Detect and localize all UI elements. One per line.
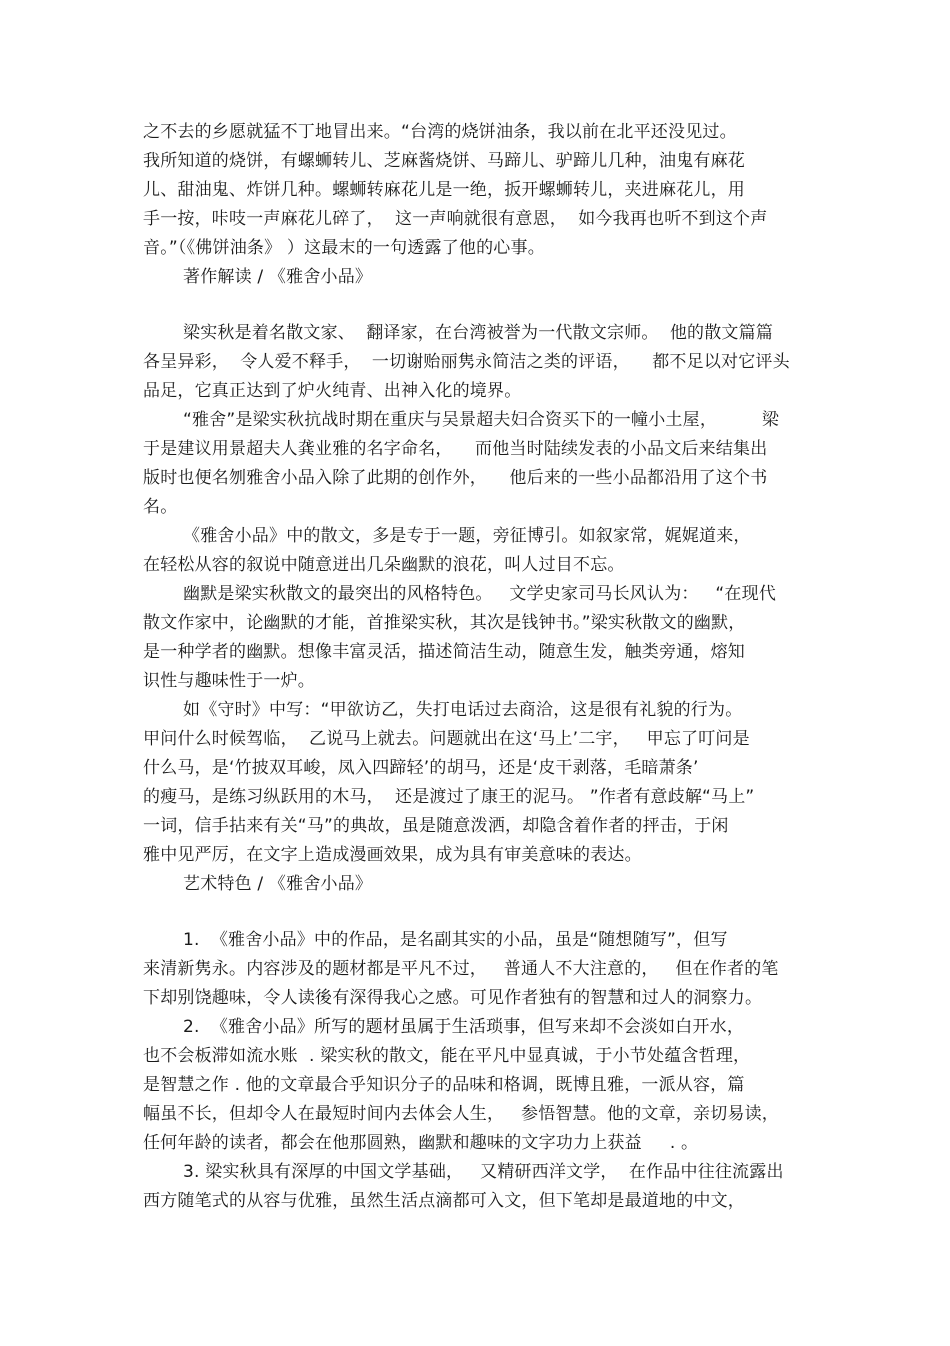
paragraph-line: 1. 《雅舍小品》中的作品，是名副其实的小品，虽是“随想随写”，但写 <box>183 930 728 950</box>
paragraph-line: 我所知道的烧饼，有螺蛳转儿、芝麻酱烧饼、马蹄儿、驴蹄儿几种，油鬼有麻花 <box>143 151 745 171</box>
paragraph-line: 于是建议用景超夫人龚业雅的名字命名， 而他当时陆续发表的小品文后来结集出 <box>143 439 768 459</box>
paragraph-line: 2. 《雅舍小品》所写的题材虽属于生活琐事，但写来却不会淡如白开水， <box>183 1017 745 1037</box>
paragraph-line: 3. 梁实秋具有深厚的中国文学基础， 又精研西洋文学， 在作品中往往流露出 <box>183 1162 784 1182</box>
paragraph-line: 各呈异彩， 令人爱不释手， 一切谢贻丽隽永简洁之类的评语， 都不足以对它评头 <box>143 352 790 372</box>
paragraph-line: 版时也便名刎雅舍小品入除了此期的创作外， 他后来的一些小品都沿用了这个书 <box>143 468 768 488</box>
paragraph-line: 也不会板滞如流水账 . 梁实秋的散文，能在平凡中显真诚，于小节处蕴含哲理， <box>143 1046 751 1066</box>
paragraph-line: 西方随笔式的从容与优雅，虽然生活点滴都可入文，但下笔却是最道地的中文， <box>143 1191 745 1211</box>
paragraph-line: 梁实秋是着名散文家、 翻译家，在台湾被誉为一代散文宗师。 他的散文篇篇 <box>183 323 774 343</box>
paragraph-line: 任何年龄的读者，都会在他那圆熟，幽默和趣味的文字功力上获益 . 。 <box>143 1133 699 1153</box>
paragraph-line: 甲问什么时候驾临， 乙说马上就去。问题就出在这‘马上’二宇， 甲忘了叮问是 <box>143 729 750 749</box>
paragraph-line: 幽默是梁实秋散文的最突出的风格特色。 文学史家司马长风认为： “在现代 <box>183 584 777 604</box>
paragraph-line: 品足，它真正达到了炉火纯青、出神入化的境界。 <box>143 381 522 401</box>
paragraph-line: 什么马，是‘竹披双耳峻，凤入四蹄轻’的胡马，还是‘皮干剥落，毛暗萧条’ <box>143 758 699 778</box>
paragraph-line: 散文作家中，论幽默的才能，首推梁实秋，其次是钱钟书。”梁实秋散文的幽默， <box>143 613 746 633</box>
section-heading: 著作解读 / 《雅舍小品》 <box>183 267 373 287</box>
section-heading: 艺术特色 / 《雅舍小品》 <box>183 874 373 894</box>
paragraph-line: 是一种学者的幽默。想像丰富灵活，描述简洁生动，随意生发，触类旁通，熔知 <box>143 642 745 662</box>
paragraph-line: 雅中见严厉，在文字上造成漫画效果，成为具有审美意味的表达。 <box>143 845 642 865</box>
paragraph-line: 儿、甜油鬼、炸饼几种。螺蛳转麻花儿是一绝，扳开螺蛳转儿，夹进麻花儿，用 <box>143 180 745 200</box>
paragraph-line: 之不去的乡愿就猛不丁地冒出来。“台湾的烧饼油条，我以前在北平还没见过。 <box>143 122 737 142</box>
paragraph-line: 的瘦马，是练习纵跃用的木马， 还是渡过了康王的泥马。 ”作者有意歧解“马上” <box>143 787 755 807</box>
paragraph-line: 下却别饶趣味，令人读後有深得我心之感。可见作者独有的智慧和过人的洞察力。 <box>143 988 763 1008</box>
paragraph-line: 如《守时》中写：“甲欲访乙，失打电话过去商洽，这是很有礼貌的行为。 <box>183 700 743 720</box>
paragraph-line: 音。”（《佛饼油条》 ）这最末的一句透露了他的心事。 <box>143 238 545 258</box>
paragraph-line: 在轻松从容的叙说中随意迸出几朵幽默的浪花，叫人过目不忘。 <box>143 555 625 575</box>
paragraph-line: 《雅舍小品》中的散文，多是专于一题，旁征博引。如叙家常，娓娓道来， <box>183 526 751 546</box>
paragraph-line: 幅虽不长，但却令人在最短时间内去体会人生， 参悟智慧。他的文章，亲切易读， <box>143 1104 780 1124</box>
paragraph-line: 是智慧之作 . 他的文章最合乎知识分子的品味和格调，既博且雅，一派从容，篇 <box>143 1075 745 1095</box>
paragraph-line: 来清新隽永。内容涉及的题材都是平凡不过， 普通人不大注意的， 但在作者的笔 <box>143 959 779 979</box>
paragraph-line: 手一按，咔吱一声麻花儿碎了， 这一声响就很有意恩， 如今我再也听不到这个声 <box>143 209 768 229</box>
paragraph-line: 一词，信手拈来有关“马”的典故，虽是随意泼洒，却隐含着作者的抨击，于闲 <box>143 816 729 836</box>
paragraph-line: 名。 <box>143 497 178 517</box>
paragraph-line: “雅舍”是梁实秋抗战时期在重庆与吴景超夫妇合资买下的一幢小土屋， 梁 <box>183 410 780 430</box>
paragraph-line: 识性与趣味性于一炉。 <box>143 671 315 691</box>
